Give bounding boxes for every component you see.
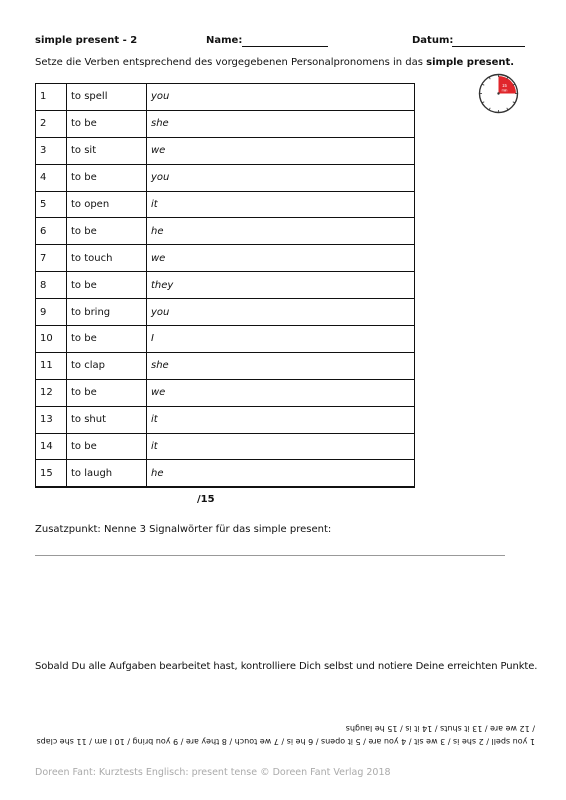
instruction-body: Setze die Verben entsprechend des vorgegebenen Personalpronomens in das: [35, 57, 427, 68]
row-pronoun[interactable]: she: [147, 352, 415, 379]
exercise-table: [35, 83, 415, 488]
row-number: 15: [36, 460, 67, 487]
timer-label-unit: min: [501, 88, 508, 93]
exercise-row: [36, 191, 415, 218]
worksheet-title: simple present - 2: [35, 35, 138, 46]
answer-key-line-1: 1 you spell / 2 she is / 3 we sit / 4 you are / 5 it opens / 6 he is / 7 we touch / 8 they are / 9 you bring / 10 I am / 11 she claps: [36, 737, 535, 746]
row-number: 7: [36, 245, 67, 272]
row-number: 13: [36, 406, 67, 433]
row-verb: to shut: [67, 406, 147, 433]
answer-key-line-2: / 12 we are / 13 it shuts / 14 it is / 15 he laughs: [345, 724, 535, 733]
row-number: 11: [36, 352, 67, 379]
worksheet-header: [35, 35, 535, 49]
row-number: 1: [36, 84, 67, 111]
bonus-answer-line[interactable]: [35, 555, 505, 556]
exercise-row: [36, 84, 415, 111]
row-number: 14: [36, 433, 67, 460]
final-note: Sobald Du alle Aufgaben bearbeitet hast, kontrolliere Dich selbst und notiere Deine erreichten Punkte.: [35, 661, 538, 672]
row-pronoun[interactable]: you: [147, 164, 415, 191]
row-verb: to sit: [67, 137, 147, 164]
row-verb: to open: [67, 191, 147, 218]
date-label: Datum:: [412, 35, 454, 46]
exercise-row: [36, 379, 415, 406]
row-verb: to be: [67, 272, 147, 299]
row-pronoun[interactable]: we: [147, 379, 415, 406]
date-field[interactable]: [452, 46, 525, 47]
row-pronoun[interactable]: I: [147, 326, 415, 353]
row-verb: to be: [67, 164, 147, 191]
exercise-row: [36, 164, 415, 191]
row-pronoun[interactable]: they: [147, 272, 415, 299]
answer-key: [35, 720, 535, 746]
row-pronoun[interactable]: he: [147, 460, 415, 487]
row-number: 6: [36, 218, 67, 245]
score-total: /15: [197, 494, 215, 505]
exercise-row: [36, 460, 415, 487]
row-pronoun[interactable]: we: [147, 245, 415, 272]
instruction-text: [35, 57, 514, 68]
row-pronoun[interactable]: you: [147, 299, 415, 326]
instruction-emphasis: simple present.: [426, 57, 515, 68]
row-verb: to spell: [67, 84, 147, 111]
timer-label-number: 15: [502, 83, 507, 88]
row-number: 9: [36, 299, 67, 326]
row-number: 2: [36, 110, 67, 137]
exercise-row: [36, 218, 415, 245]
exercise-row: [36, 245, 415, 272]
row-verb: to be: [67, 218, 147, 245]
row-verb: to touch: [67, 245, 147, 272]
timer-icon: [478, 73, 519, 114]
row-number: 8: [36, 272, 67, 299]
exercise-row: [36, 433, 415, 460]
row-verb: to be: [67, 433, 147, 460]
row-pronoun[interactable]: he: [147, 218, 415, 245]
row-number: 4: [36, 164, 67, 191]
row-verb: to be: [67, 326, 147, 353]
row-verb: to be: [67, 379, 147, 406]
exercise-row: [36, 352, 415, 379]
name-field[interactable]: [242, 46, 328, 47]
name-label: Name:: [206, 35, 243, 46]
row-verb: to be: [67, 110, 147, 137]
exercise-row: [36, 110, 415, 137]
exercise-row: [36, 272, 415, 299]
row-pronoun[interactable]: it: [147, 406, 415, 433]
row-verb: to laugh: [67, 460, 147, 487]
row-pronoun[interactable]: we: [147, 137, 415, 164]
exercise-row: [36, 326, 415, 353]
row-verb: to bring: [67, 299, 147, 326]
row-number: 3: [36, 137, 67, 164]
row-number: 10: [36, 326, 67, 353]
exercise-row: [36, 406, 415, 433]
exercise-row: [36, 299, 415, 326]
row-pronoun[interactable]: it: [147, 433, 415, 460]
row-verb: to clap: [67, 352, 147, 379]
row-number: 5: [36, 191, 67, 218]
row-pronoun[interactable]: you: [147, 84, 415, 111]
row-number: 12: [36, 379, 67, 406]
row-pronoun[interactable]: she: [147, 110, 415, 137]
row-pronoun[interactable]: it: [147, 191, 415, 218]
exercise-row: [36, 137, 415, 164]
copyright-footer: Doreen Fant: Kurztests Englisch: present tense © Doreen Fant Verlag 2018: [35, 767, 391, 778]
bonus-question: Zusatzpunkt: Nenne 3 Signalwörter für das simple present:: [35, 524, 332, 535]
